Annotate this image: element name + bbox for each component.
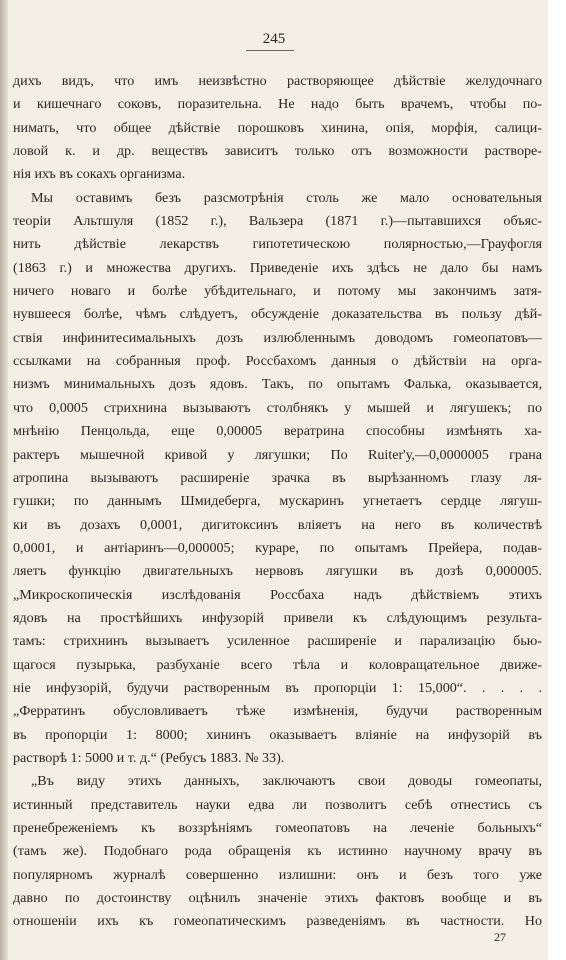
paragraph-2 bbox=[13, 187, 542, 771]
text-line: ничего новаго и болѣе убѣдительнаго, и потому мы закончимъ затя- bbox=[13, 283, 542, 300]
text-line: нимать, что общее дѣйствіе порошковъ хинина, опія, морфія, салици- bbox=[13, 119, 542, 136]
text-line: популярномъ журналѣ совершенно излишни: онъ и безъ того уже bbox=[13, 866, 542, 883]
text-line: отношеніи ихъ къ гомеопатическимъ разведеніямъ въ частности. Но bbox=[13, 913, 542, 930]
text-line: нить дѣйствіе лекарствъ гипотетическою полярностью,—Грауфогля bbox=[13, 236, 542, 253]
text-line: въ пропорціи 1: 8000; хининъ оказываетъ вліяніе на инфузорій въ bbox=[13, 726, 542, 743]
text-line: (1863 г.) и множества другихъ. Приведеніе ихъ здѣсь не дало бы намъ bbox=[13, 259, 542, 276]
paragraph-1 bbox=[13, 70, 542, 187]
text-line: „Микроскопическія изслѣдованія Россбаха надъ дѣйствіемъ этихъ bbox=[13, 586, 542, 603]
text-line: нувшееся болѣе, чѣмъ слѣдуетъ, обсужденіе доказательства въ пользу дѣй- bbox=[13, 306, 542, 323]
text-line: ствія инфинитесимальныхъ дозъ излюбленнымъ доводомъ гомеопатовъ— bbox=[13, 329, 542, 346]
text-line: пренебреженіемъ къ воззрѣніямъ гомеопатовъ на леченіе больныхъ“ bbox=[13, 820, 542, 836]
text-line: нія ихъ въ сокахъ организма. bbox=[13, 166, 186, 183]
text-line: тамъ: стрихнинъ вызываетъ усиленное расширеніе и парализацію бью- bbox=[13, 633, 542, 650]
text-line: что 0,0005 стрихнина вызываютъ столбнякъ у мышей и лягушекъ; по bbox=[13, 399, 542, 416]
paragraph-3 bbox=[13, 770, 542, 933]
book-spine-shadow bbox=[0, 0, 8, 960]
text-line: гушки; по даннымъ Шмидеберга, мускаринъ угнетаетъ сердце лягуш- bbox=[13, 493, 542, 510]
text-line: ляетъ функцію двигательныхъ нервовъ лягушки въ дозѣ 0,000005. bbox=[13, 563, 542, 580]
text-line: „Ферратинъ обусловливаетъ тѣже измѣненія, будучи растворенным bbox=[13, 703, 542, 720]
page-number-underline bbox=[246, 50, 294, 51]
page-right-margin bbox=[548, 0, 566, 960]
text-line: (тамъ же). Подобнаго рода обращенія къ истинно научному врачу въ bbox=[13, 843, 542, 860]
text-line: рактеръ мышечной кривой у лягушки; По Ruiter'у,—0,0000005 грана bbox=[13, 446, 542, 463]
text-line: ніе инфузорій, будучи растворенным въ пропорціи 1: 15,000“. . . . . bbox=[13, 679, 542, 696]
text-line: теоріи Альтшуля (1852 г.), Вальзера (1871 г.)—пытавшихся объяс- bbox=[13, 213, 542, 230]
text-line: щагося пузырька, разбуханіе всего тѣла и коловращательное движе- bbox=[13, 656, 542, 673]
text-line: дихъ видъ, что имъ неизвѣстно растворяющее дѣйствіе желудочнаго bbox=[13, 73, 542, 89]
text-line: давно по достоинству оцѣнилъ значеніе этихъ фактовъ вообще и въ bbox=[13, 890, 542, 907]
page-text bbox=[13, 70, 542, 934]
page-number: 245 bbox=[262, 31, 286, 47]
text-line: ловой к. и др. веществъ зависитъ только отъ возможности растворе- bbox=[13, 143, 542, 160]
text-line: Мы оставимъ безъ разсмотрѣнія столь же мало основательныя bbox=[31, 189, 542, 206]
text-line: „Въ виду этихъ данныхъ, заключаютъ свои доводы гомеопаты, bbox=[31, 773, 542, 790]
text-line: и кишечнаго соковъ, поразительна. Не надо быть врачемъ, чтобы по- bbox=[13, 96, 542, 113]
text-line: 0,0001, и антіаринъ—0,000005; кураре, по опытамъ Прейера, подав- bbox=[13, 539, 542, 556]
text-line: низмъ минимальныхъ дозъ ядовъ. Такъ, по опытамъ Фалька, оказывается, bbox=[13, 376, 542, 393]
text-line: мнѣнію Пенцольда, еще 0,00005 вератрина способны измѣнять ха- bbox=[13, 423, 542, 440]
text-line: ки въ дозахъ 0,0001, дигитоксинъ вліяетъ на него въ количествѣ bbox=[13, 516, 542, 533]
text-line: растворѣ 1: 5000 и т. д.“ (Ребусъ 1883. № 33). bbox=[13, 749, 285, 766]
text-line: истинный представитель науки едва ли позволитъ себѣ отнестись съ bbox=[13, 796, 542, 813]
text-line: ссылками на собранныя проф. Россбахомъ данныя о дѣйствіи на орга- bbox=[13, 353, 542, 370]
printer-signature-mark: 27 bbox=[494, 930, 506, 944]
text-line: ядовъ на простѣйшихъ инфузорій привели къ слѣдующимъ результа- bbox=[13, 609, 542, 626]
text-line: атропина вызываютъ расширеніе зрачка въ вырѣзанномъ глазу ля- bbox=[13, 469, 542, 486]
